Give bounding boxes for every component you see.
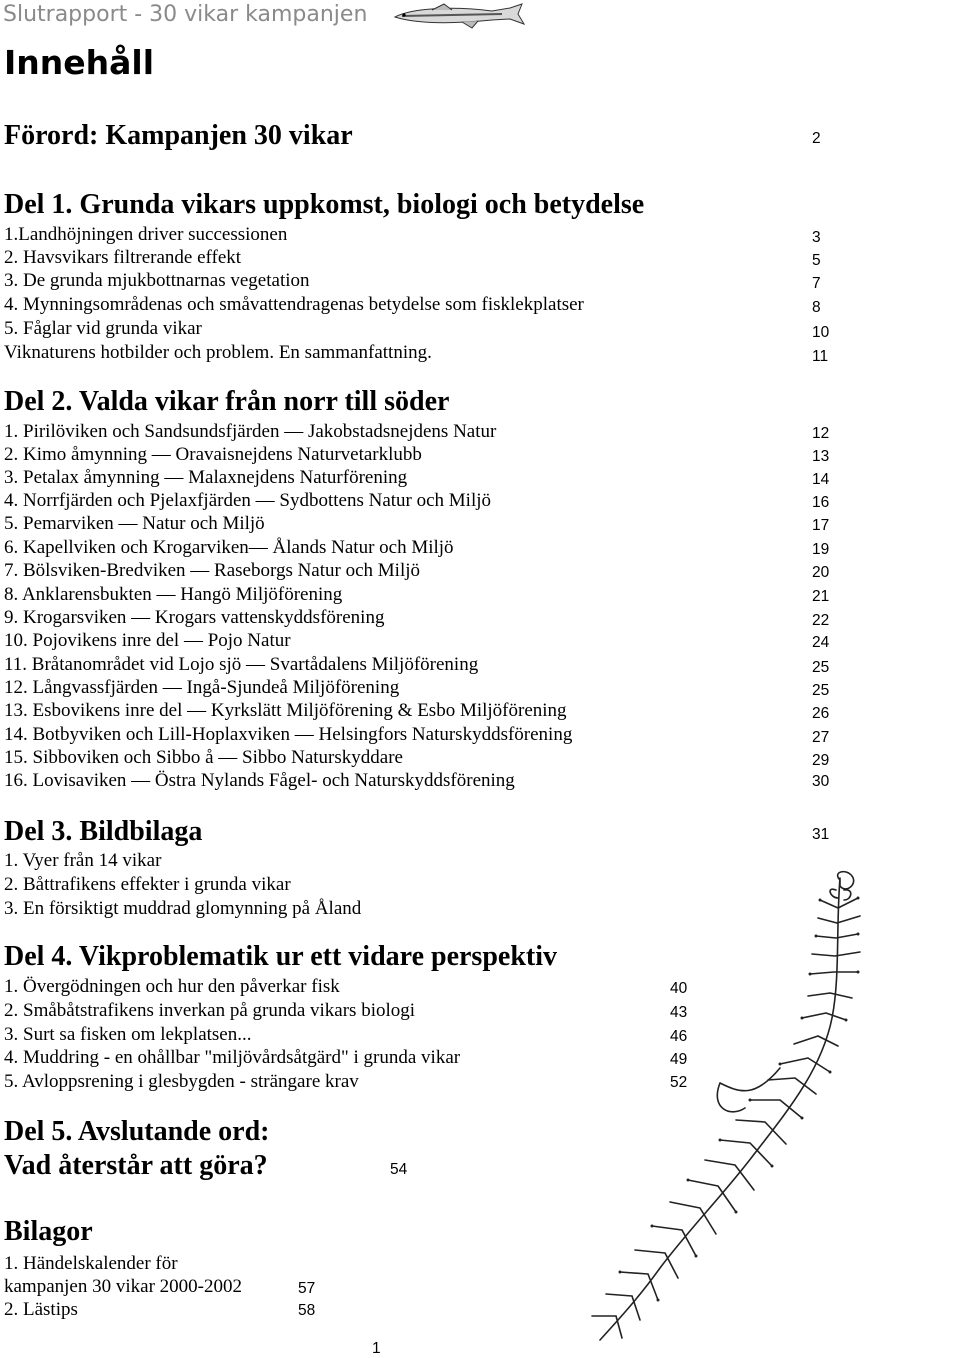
list-item: 9. Krogarsviken — Krogars vattenskyddsförening [4,607,385,628]
list-item: 10. Pojovikens inre del — Pojo Natur [4,630,291,651]
list-item: 11. Bråtanområdet vid Lojo sjö — Svartådalens Miljöförening [4,654,479,675]
list-item-page: 17 [812,517,830,534]
list-item: 1.Landhöjningen driver successionen [4,224,288,245]
list-item: 1. Vyer från 14 vikar [4,850,162,871]
del5-title-line1: Del 5. Avslutande ord: [4,1116,270,1147]
del5-title-line2: Vad återstår att göra? [4,1150,268,1181]
list-item-page: 7 [812,275,821,292]
list-item: 6. Kapellviken och Krogarviken— Ålands Natur och Miljö [4,537,454,558]
list-item-page: 26 [812,705,830,722]
list-item: 15. Sibboviken och Sibbo å — Sibbo Naturskyddare [4,747,403,768]
list-item-page: 27 [812,729,830,746]
list-item-page: 12 [812,425,830,442]
list-item-page: 8 [812,299,821,316]
list-item-page: 21 [812,588,830,605]
list-item: 2. Lästips [4,1299,78,1320]
list-item: 4. Muddring - en ohållbar "miljövårdsåtgärd" i grunda vikar [4,1047,461,1068]
list-item: 5. Pemarviken — Natur och Miljö [4,513,265,534]
list-item: 1. Övergödningen och hur den påverkar fisk [4,976,340,997]
list-item-page: 58 [298,1302,316,1319]
del4-title: Del 4. Vikproblematik ur ett vidare perspektiv [4,941,557,972]
list-item: 3. De grunda mjukbottnarnas vegetation [4,270,310,291]
list-item: 2. Havsvikars filtrerande effekt [4,247,242,268]
list-item-page: 46 [670,1028,688,1045]
list-item-page: 13 [812,448,830,465]
page-number: 1 [372,1340,381,1357]
list-item-page: 16 [812,494,830,511]
list-item-page: 22 [812,612,830,629]
list-item: 1. Pirilöviken och Sandsundsfjärden — Jakobstadsnejdens Natur [4,421,497,442]
list-item: Viknaturens hotbilder och problem. En sammanfattning. [4,342,432,363]
del3-title: Del 3. Bildbilaga [4,816,203,847]
list-item-page: 25 [812,659,830,676]
list-item-page: 10 [812,324,830,341]
list-item-page: 11 [812,348,829,365]
list-item: 8. Anklarensbukten — Hangö Miljöförening [4,584,343,605]
list-item-page: 3 [812,229,821,246]
list-item-page: 24 [812,634,830,651]
list-item-page: 19 [812,541,830,558]
list-item: kampanjen 30 vikar 2000-2002 [4,1276,242,1297]
foreword-title: Förord: Kampanjen 30 vikar [4,120,353,151]
list-item: 2. Båttrafikens effekter i grunda vikar [4,874,291,895]
list-item: 3. En försiktigt muddrad glomynning på Åland [4,898,362,919]
list-item-page: 49 [670,1051,688,1068]
del3-page: 31 [812,826,830,843]
list-item-page: 29 [812,752,830,769]
list-item-page: 52 [670,1074,688,1091]
list-item: 16. Lovisaviken — Östra Nylands Fågel- och Naturskyddsförening [4,770,515,791]
del5-page: 54 [390,1161,408,1178]
list-item-page: 30 [812,773,830,790]
list-item: 2. Småbåtstrafikens inverkan på grunda vikars biologi [4,1000,416,1021]
list-item-page: 20 [812,564,830,581]
del2-title: Del 2. Valda vikar från norr till söder [4,386,450,417]
bilagor-title: Bilagor [4,1216,93,1247]
list-item: 1. Händelskalender för [4,1253,178,1274]
foreword-page: 2 [812,130,821,147]
list-item: 3. Surt sa fisken om lekplatsen... [4,1024,252,1045]
page-title: Innehåll [4,43,155,82]
list-item-page: 57 [298,1280,316,1297]
list-item-page: 43 [670,1004,688,1021]
list-item: 4. Norrfjärden och Pjelaxfjärden — Sydbottens Natur och Miljö [4,490,492,511]
list-item: 7. Bölsviken-Bredviken — Raseborgs Natur och Miljö [4,560,421,581]
list-item: 13. Esbovikens inre del — Kyrkslätt Miljöförening & Esbo Miljöförening [4,700,567,721]
list-item: 3. Petalax åmynning — Malaxnejdens Naturförening [4,467,408,488]
running-title: Slutrapport - 30 vikar kampanjen [3,2,368,27]
list-item-page: 5 [812,252,821,269]
list-item: 5. Fåglar vid grunda vikar [4,318,202,339]
list-item: 2. Kimo åmynning — Oravaisnejdens Naturvetarklubb [4,444,422,465]
aquatic-plant-illustration [540,868,880,1348]
list-item: 5. Avloppsrening i glesbygden - strängare krav [4,1071,359,1092]
list-item-page: 25 [812,682,830,699]
list-item: 4. Mynningsområdenas och småvattendragenas betydelse som fisklekplatser [4,294,584,315]
list-item-page: 40 [670,980,688,997]
fish-illustration [392,2,527,30]
list-item: 14. Botbyviken och Lill-Hoplaxviken — Helsingfors Naturskyddsförening [4,724,573,745]
list-item-page: 14 [812,471,830,488]
del1-title: Del 1. Grunda vikars uppkomst, biologi och betydelse [4,189,645,220]
list-item: 12. Långvassfjärden — Ingå-Sjundeå Miljöförening [4,677,400,698]
